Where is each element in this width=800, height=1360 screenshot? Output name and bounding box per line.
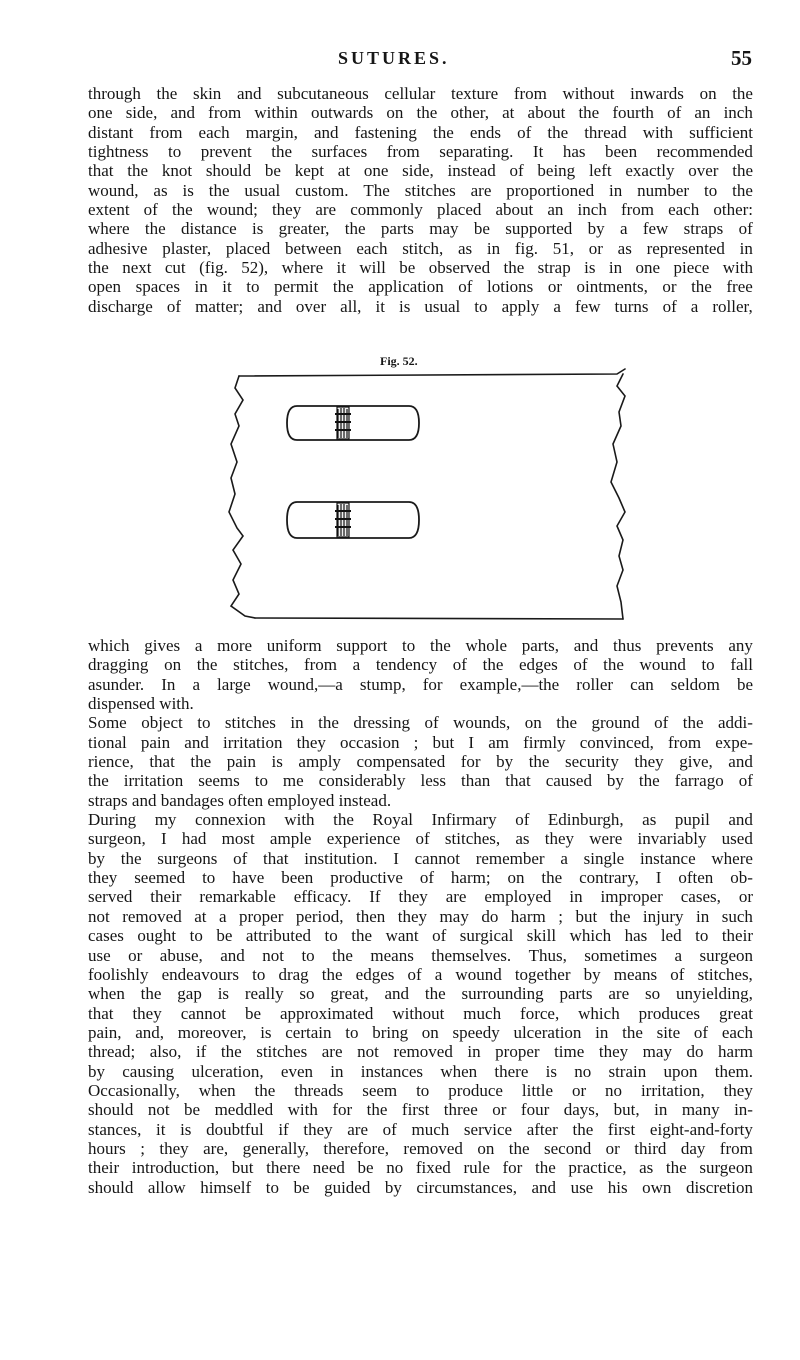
figure-illustration <box>225 366 635 636</box>
text-line: through the skin and subcutaneous cellular texture from without inwards on the <box>88 84 753 103</box>
sutured-wound-strap-illustration <box>225 366 635 636</box>
page-number: 55 <box>731 46 752 70</box>
text-line: when the gap is really so great, and the surrounding parts are so unyielding, <box>88 984 753 1004</box>
text-line: that they cannot be approximated without much force, which produces great <box>88 1003 753 1023</box>
text-line: pain, and, moreover, is certain to bring on speedy ulceration in the site of each <box>88 1022 753 1042</box>
text-line: by the surgeons of that institution. I cannot remember a single instance where <box>88 848 753 868</box>
text-line: distant from each margin, and fastening the ends of the thread with sufficient <box>88 122 753 142</box>
text-line: by causing ulceration, even in instances when there is no strain upon them. <box>88 1061 753 1081</box>
text-line: rience, that the pain is amply compensated for by the security they give, and <box>88 752 753 772</box>
text-line: the irritation seems to me considerably less than that caused by the farrago of <box>88 771 753 791</box>
text-line: surgeon, I had most ample experience of stitches, as they were invariably used <box>88 829 753 849</box>
text-line: dispensed with. <box>88 694 194 714</box>
text-line: foolishly endeavours to drag the edges of a wound together by means of stitches, <box>88 964 753 984</box>
text-line: served their remarkable efficacy. If they are employed in improper cases, or <box>88 887 753 907</box>
body-text-bottom <box>88 636 753 1197</box>
text-line: extent of the wound; they are commonly placed about an inch from each other: <box>88 200 753 220</box>
text-line: not removed at a proper period, then they may do harm ; but the injury in such <box>88 906 753 926</box>
text-line: cases ought to be attributed to the want of surgical skill which has led to their <box>88 926 753 946</box>
text-line: the next cut (fig. 52), where it will be observed the strap is in one piece with <box>88 258 753 278</box>
text-line: should not be meddled with for the first three or four days, but, in many in- <box>88 1100 753 1120</box>
text-line: their introduction, but there need be no fixed rule for the practice, as the surgeon <box>88 1158 753 1178</box>
figure-caption: Fig. 52. <box>380 354 418 368</box>
text-line: one side, and from within outwards on the other, at about the fourth of an inch <box>88 103 753 123</box>
text-line: adhesive plaster, placed between each stitch, as in fig. 51, or as represented in <box>88 238 753 258</box>
text-line: should allow himself to be guided by circumstances, and use his own discretion <box>88 1177 753 1197</box>
text-line: use or abuse, and not to the means themselves. Thus, sometimes a surgeon <box>88 945 753 965</box>
text-line: Occasionally, when the threads seem to produce little or no irritation, they <box>88 1080 753 1100</box>
text-line: straps and bandages often employed instead. <box>88 790 392 810</box>
text-line: which gives a more uniform support to the whole parts, and thus prevents any <box>88 636 753 655</box>
text-line: discharge of matter; and over all, it is usual to apply a few turns of a roller, <box>88 296 753 316</box>
text-line: hours ; they are, generally, therefore, removed on the second or third day from <box>88 1138 753 1158</box>
text-line: wound, as is the usual custom. The stitches are proportioned in number to the <box>88 180 753 200</box>
text-line: that the knot should be kept at one side, instead of being left exactly over the <box>88 161 753 181</box>
text-line: stances, it is doubtful if they are of much service after the first eight-and-forty <box>88 1119 753 1139</box>
text-line: During my connexion with the Royal Infirmary of Edinburgh, as pupil and <box>88 810 753 830</box>
text-line: where the distance is greater, the parts may be supported by a few straps of <box>88 219 753 239</box>
text-line: they seemed to have been productive of harm; on the contrary, I often ob- <box>88 868 753 888</box>
page-header <box>88 48 752 74</box>
running-title: SUTURES. <box>338 48 450 68</box>
text-line: asunder. In a large wound,—a stump, for example,—the roller can seldom be <box>88 674 753 694</box>
text-line: thread; also, if the stitches are not removed in proper time they may do harm <box>88 1042 753 1062</box>
text-line: tightness to prevent the surfaces from separating. It has been recommended <box>88 142 753 162</box>
body-text-top <box>88 84 753 316</box>
text-line: tional pain and irritation they occasion ; but I am firmly convinced, from expe- <box>88 732 753 752</box>
text-line: Some object to stitches in the dressing of wounds, on the ground of the addi- <box>88 713 753 733</box>
text-line: dragging on the stitches, from a tendency of the edges of the wound to fall <box>88 655 753 675</box>
text-line: open spaces in it to permit the application of lotions or ointments, or the free <box>88 277 753 297</box>
